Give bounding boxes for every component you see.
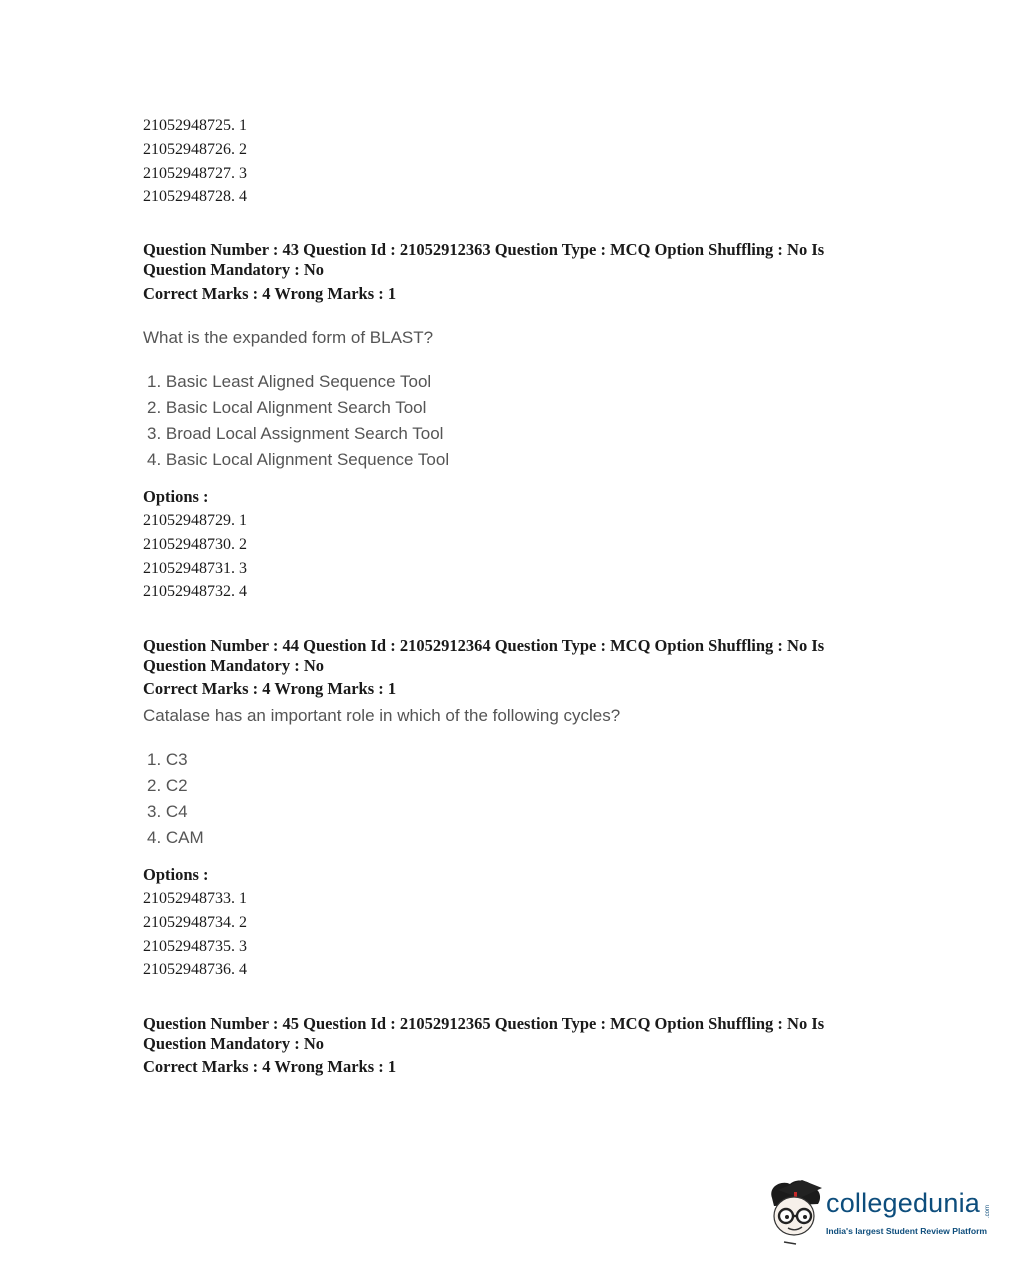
options-label: Options : bbox=[143, 865, 209, 884]
question-44-text: Catalase has an important role in which of the following cycles? bbox=[143, 706, 621, 725]
option-id: 21052948726. 2 bbox=[143, 140, 247, 158]
option-id: 21052948733. 1 bbox=[143, 890, 247, 907]
brand-suffix: .com bbox=[985, 1204, 991, 1218]
question-43-text: What is the expanded form of BLAST? bbox=[143, 328, 434, 347]
option-id: 21052948725. 1 bbox=[143, 117, 247, 134]
choice-item: 4. Basic Local Alignment Sequence Tool bbox=[147, 450, 450, 469]
option-id: 21052948732. 4 bbox=[143, 583, 247, 601]
question-45-header bbox=[143, 1014, 824, 1054]
choice-item: 4. CAM bbox=[147, 828, 204, 847]
brand-logo bbox=[764, 1176, 994, 1246]
choice-item: 2. Basic Local Alignment Search Tool bbox=[147, 398, 427, 417]
question-header-line: Question Number : 43 Question Id : 21052912363 Question Type : MCQ Option Shuffling : No Is bbox=[143, 240, 825, 259]
mascot-icon bbox=[764, 1176, 826, 1246]
top-option-ids bbox=[143, 114, 247, 209]
option-id: 21052948736. 4 bbox=[143, 961, 247, 979]
question-44-choices bbox=[143, 747, 204, 851]
brand-name: collegedunia bbox=[826, 1188, 981, 1218]
brand-tagline: India's largest Student Review Platform bbox=[826, 1226, 988, 1236]
option-id: 21052948730. 2 bbox=[143, 535, 247, 553]
question-header-line: Question Number : 45 Question Id : 21052912365 Question Type : MCQ Option Shuffling : No Is bbox=[143, 1014, 825, 1033]
choice-item: 1. Basic Least Aligned Sequence Tool bbox=[147, 372, 432, 391]
option-id: 21052948729. 1 bbox=[143, 512, 247, 529]
option-id: 21052948731. 3 bbox=[143, 559, 247, 577]
options-label: Options : bbox=[143, 487, 209, 506]
question-43-marks: Correct Marks : 4 Wrong Marks : 1 bbox=[143, 284, 397, 303]
choice-item: 3. C4 bbox=[147, 802, 188, 821]
choice-item: 2. C2 bbox=[147, 776, 188, 795]
question-44-option-ids bbox=[143, 887, 247, 982]
option-id: 21052948735. 3 bbox=[143, 937, 247, 955]
choice-item: 1. C3 bbox=[147, 750, 188, 769]
question-mandatory: Question Mandatory : No bbox=[143, 260, 325, 279]
question-43-choices bbox=[143, 369, 449, 473]
question-45-marks: Correct Marks : 4 Wrong Marks : 1 bbox=[143, 1057, 397, 1076]
question-header-line: Question Number : 44 Question Id : 21052912364 Question Type : MCQ Option Shuffling : No Is bbox=[143, 636, 825, 655]
option-id: 21052948727. 3 bbox=[143, 164, 247, 182]
option-id: 21052948734. 2 bbox=[143, 913, 247, 931]
option-id: 21052948728. 4 bbox=[143, 188, 247, 206]
question-44-marks: Correct Marks : 4 Wrong Marks : 1 bbox=[143, 679, 397, 698]
question-43-option-ids bbox=[143, 509, 247, 604]
question-44-header bbox=[143, 636, 824, 676]
question-mandatory: Question Mandatory : No bbox=[143, 656, 325, 675]
question-43-header bbox=[143, 240, 824, 280]
choice-item: 3. Broad Local Assignment Search Tool bbox=[147, 424, 444, 443]
question-mandatory: Question Mandatory : No bbox=[143, 1034, 325, 1053]
